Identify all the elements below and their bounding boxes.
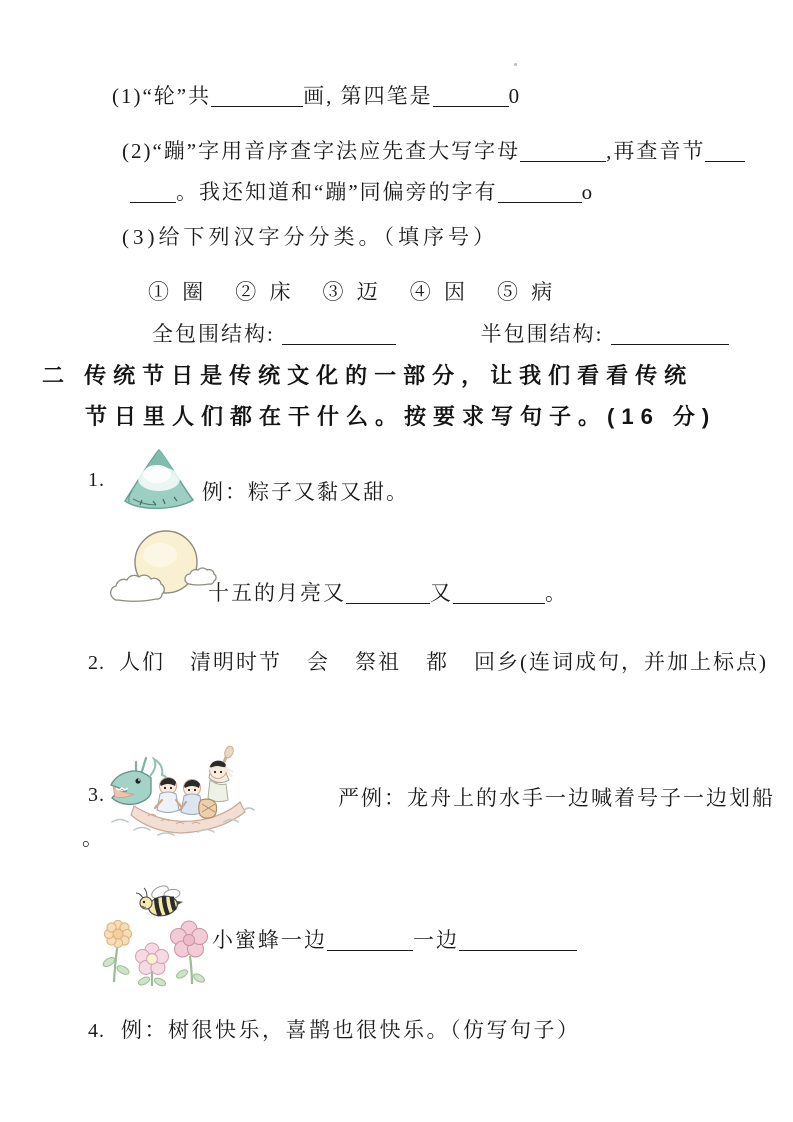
word-3: 会 [307, 650, 330, 674]
q2-blank-capital-letter [520, 140, 606, 162]
item-2-number: 2. [88, 652, 105, 674]
moon-icon [103, 526, 221, 614]
fill1-end: 。 [545, 581, 568, 605]
q2-blank-syllable-cont [130, 181, 176, 203]
question-3-prompt [122, 221, 498, 251]
item-1-number-text: 1. [88, 469, 105, 491]
half-enclosure-label: 半包围结构: [480, 322, 604, 346]
option-1: ① 圈 [148, 280, 208, 304]
full-enclosure-blank [282, 323, 396, 345]
heading-text-2: 节日里人们都在干什么。按要求写句子。(16 分) [85, 404, 717, 429]
full-enclosure-label: 全包围结构: [152, 322, 275, 346]
zongzi-illustration [118, 446, 200, 514]
item-3-period-text: 。 [82, 826, 105, 850]
item-2-words [119, 646, 768, 676]
fill3-blank-1 [327, 929, 413, 951]
q1-blank-fourth-stroke [433, 85, 509, 107]
q2-text-line2-end: o [581, 180, 595, 204]
dragon-boat-illustration [106, 746, 256, 842]
question-3-answer-line [152, 318, 729, 348]
fill3-mid: 一边 [413, 928, 459, 952]
bee-flowers-illustration [100, 882, 220, 988]
item-2-line [88, 646, 768, 676]
heading-text-1: 二 传统节日是传统文化的一部分，让我们看看传统 [42, 363, 694, 388]
q2-text-pre: (2)“蹦”字用音序查字法应先查大写字母 [122, 139, 521, 163]
q2-text-line2: 。我还知道和“蹦”同偏旁的字有 [176, 180, 498, 204]
q2-blank-syllable [705, 140, 745, 162]
item-1-example-text: 例：粽子又黏又甜。 [202, 480, 409, 504]
item-1-fill-line [208, 577, 568, 607]
item-3-fill-line [212, 924, 577, 954]
fill1-blank-1 [346, 582, 430, 604]
moon-clouds-illustration [103, 526, 221, 614]
fill1-blank-2 [453, 582, 545, 604]
section-2-heading-line-1 [42, 359, 693, 390]
fill1-mid: 又 [430, 581, 453, 605]
q1-text-mid: 画, 第四笔是 [303, 84, 433, 108]
item-2-tail: 回乡(连词成句，并加上标点) [474, 650, 768, 674]
option-3: ③ 迈 [322, 280, 382, 304]
question-2-line-1 [122, 135, 745, 165]
q3-prompt-text: (3)给下列汉字分分类。（填序号） [122, 225, 498, 249]
option-2: ② 床 [235, 280, 295, 304]
item-1-example [202, 476, 409, 506]
item-3-number [88, 784, 105, 807]
fill1-pre: 十五的月亮又 [208, 581, 346, 605]
question-3-options [148, 276, 556, 306]
fill3-pre: 小蜜蜂一边 [212, 928, 327, 952]
q2-text-mid: ,再查音节 [606, 139, 706, 163]
option-5: ⑤ 病 [497, 280, 557, 304]
item-3-example [338, 782, 775, 812]
item-1-number [88, 469, 105, 492]
stray-ink-dot [514, 63, 517, 66]
q1-blank-strokes [211, 85, 303, 107]
item-3-example-text: 严例：龙舟上的水手一边喊着号子一边划船 [338, 786, 775, 810]
q2-blank-same-radical [498, 181, 582, 203]
question-1-line [112, 80, 521, 110]
item-4-text: 例：树很快乐，喜鹊也很快乐。（仿写句子） [121, 1018, 581, 1042]
q1-text-pre: (1)“轮”共 [112, 84, 212, 108]
dragon-boat-icon [106, 746, 256, 842]
section-2-heading-line-2 [85, 400, 716, 431]
word-2: 清明时节 [190, 650, 282, 674]
half-enclosure-blank [611, 323, 729, 345]
item-4-number: 4. [88, 1020, 105, 1042]
zongzi-icon [118, 446, 200, 514]
item-3-example-period [82, 822, 105, 852]
word-1: 人们 [119, 650, 165, 674]
item-3-number-text: 3. [88, 784, 105, 806]
question-2-line-2 [130, 176, 594, 206]
fill3-blank-2 [459, 929, 577, 951]
word-5: 都 [426, 650, 449, 674]
q1-text-end: 0 [508, 84, 522, 108]
option-4: ④ 因 [409, 280, 469, 304]
word-4: 祭祖 [355, 650, 401, 674]
item-4-line [88, 1014, 581, 1044]
bee-flowers-icon [100, 882, 220, 988]
